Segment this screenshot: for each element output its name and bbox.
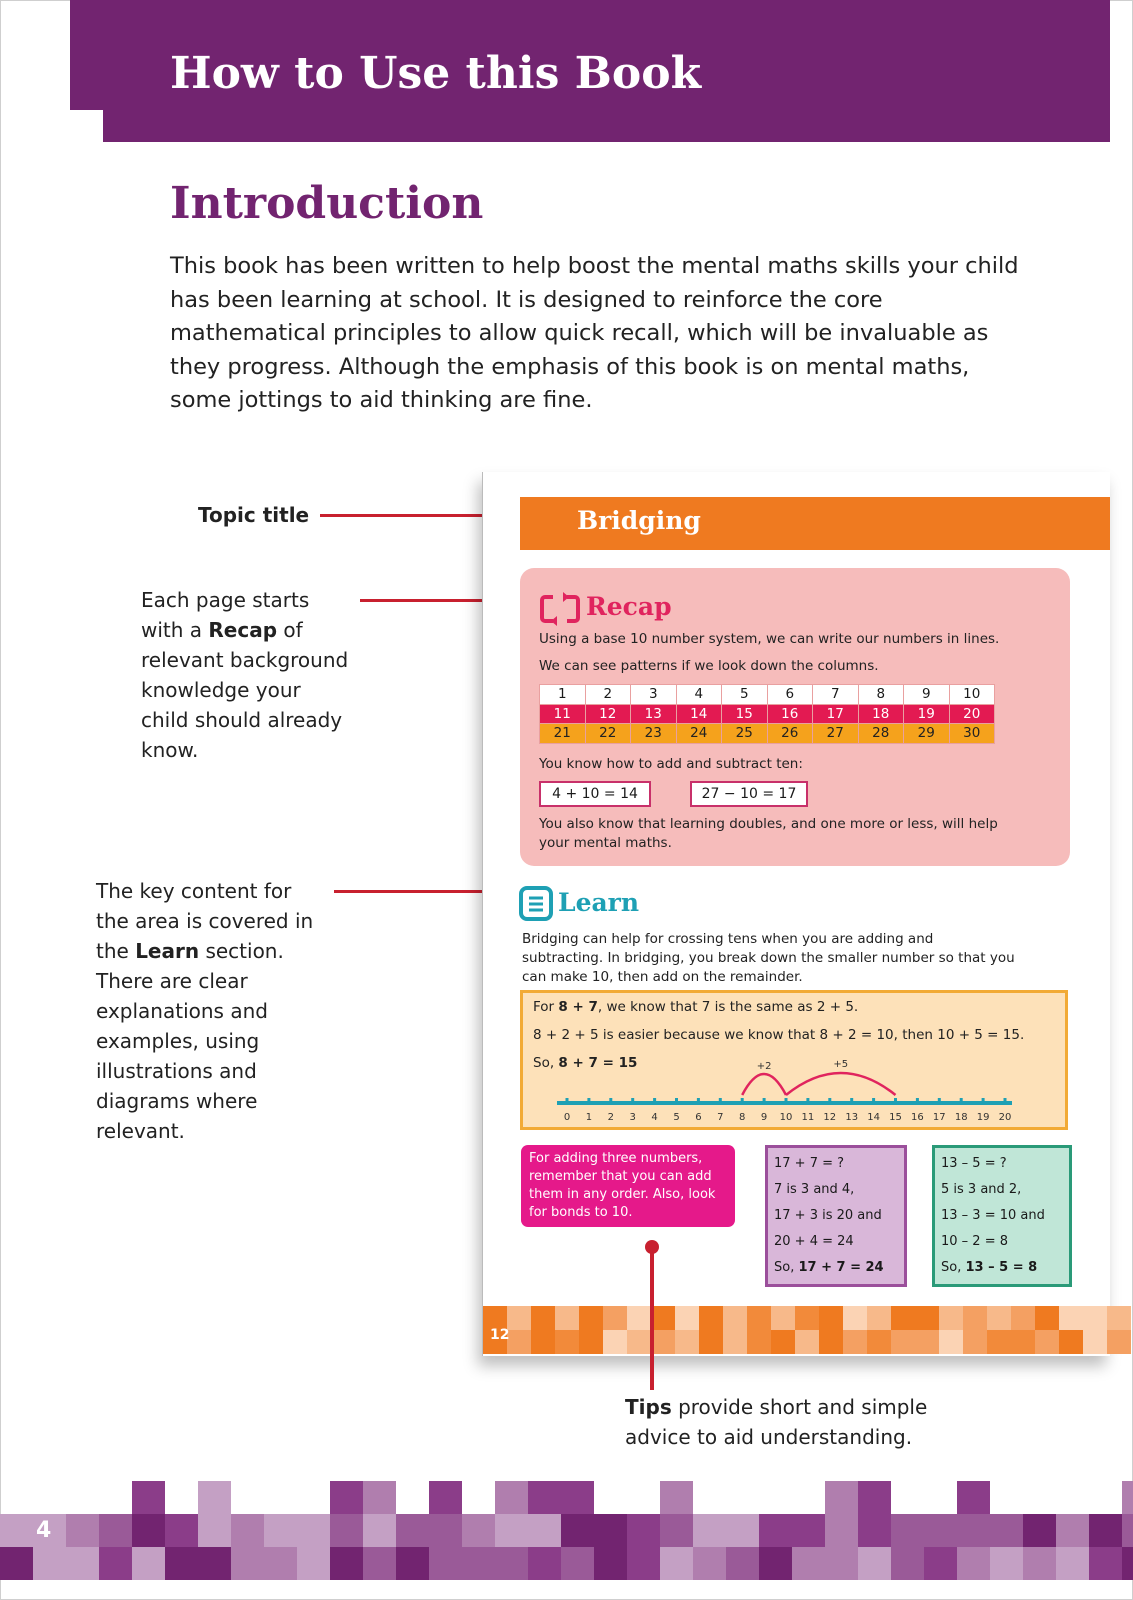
table-cell: 3 (631, 685, 677, 705)
pattern-square (867, 1306, 891, 1330)
pattern-square (723, 1306, 747, 1330)
pattern-square (1089, 1514, 1122, 1547)
pattern-square (264, 1514, 297, 1547)
pattern-square (771, 1330, 795, 1354)
recap-cycle-icon (539, 592, 581, 626)
pattern-square (1089, 1547, 1122, 1580)
pattern-square (594, 1547, 627, 1580)
pattern-square (297, 1514, 330, 1547)
pattern-square (987, 1330, 1011, 1354)
pattern-square (264, 1547, 297, 1580)
learn-heading: Learn (558, 888, 640, 917)
pattern-square (987, 1306, 1011, 1330)
table-cell: 19 (904, 704, 950, 724)
label-text: The key content for the area is covered in the (96, 879, 314, 963)
table-cell: 25 (722, 724, 768, 744)
number-line-label: 9 (760, 1112, 768, 1123)
intro-paragraph: This book has been written to help boost the mental maths skills your child has been learning at school. It is designed to reinforce the core mathematical principles to allow quick recall, which will be invaluable as they progress. Although the emphasis of this book is on mental maths, some jottings to aid thinking are fine. (170, 253, 1019, 413)
text: For (533, 999, 559, 1015)
line: 17 + 3 is 20 and (774, 1208, 882, 1223)
pattern-square (627, 1330, 651, 1354)
pattern-square (531, 1306, 555, 1330)
pattern-square (693, 1547, 726, 1580)
pattern-square (651, 1330, 675, 1354)
pattern-square (747, 1306, 771, 1330)
pattern-square (675, 1306, 699, 1330)
pattern-square (507, 1306, 531, 1330)
pattern-square (528, 1514, 561, 1547)
pattern-square (1083, 1306, 1107, 1330)
table-cell: 11 (540, 704, 586, 724)
pattern-square (1107, 1306, 1131, 1330)
table-cell: 20 (949, 704, 995, 724)
pattern-square (795, 1330, 819, 1354)
page-number: 4 (36, 1518, 52, 1543)
pattern-square (957, 1481, 990, 1514)
pattern-square (330, 1514, 363, 1547)
intro-heading: Introduction (170, 178, 484, 229)
pattern-square (0, 1514, 33, 1547)
pattern-square (165, 1547, 198, 1580)
table-cell: 23 (631, 724, 677, 744)
learn-notes-icon (519, 886, 553, 922)
pattern-square (819, 1330, 843, 1354)
pattern-square (858, 1481, 891, 1514)
pattern-square (132, 1514, 165, 1547)
text: , we know that 7 is the same as 2 + 5. (597, 999, 859, 1015)
number-line-label: 8 (739, 1112, 746, 1123)
pattern-square (1059, 1306, 1083, 1330)
number-line-label: 10 (779, 1112, 793, 1123)
jump-label: +5 (833, 1059, 849, 1070)
pattern-square (924, 1514, 957, 1547)
pattern-square (726, 1514, 759, 1547)
pattern-square (603, 1306, 627, 1330)
pattern-square (891, 1330, 915, 1354)
pattern-square (132, 1547, 165, 1580)
pattern-square (825, 1547, 858, 1580)
pattern-square (915, 1306, 939, 1330)
table-cell: 30 (949, 724, 995, 744)
recap-line: You know how to add and subtract ten: (539, 756, 803, 772)
pattern-square (660, 1547, 693, 1580)
line: 20 + 4 = 24 (774, 1234, 854, 1249)
label-text: Each page starts with a (141, 588, 310, 642)
pattern-square (99, 1547, 132, 1580)
number-line-label: 5 (673, 1112, 680, 1123)
table-cell: 17 (813, 704, 859, 724)
number-line-label: 15 (889, 1112, 902, 1123)
pattern-square (528, 1547, 561, 1580)
pattern-square (561, 1547, 594, 1580)
pattern-square (396, 1547, 429, 1580)
pattern-square (957, 1547, 990, 1580)
pattern-square (675, 1330, 699, 1354)
pattern-square (867, 1330, 891, 1354)
pattern-square (495, 1481, 528, 1514)
table-cell: 27 (813, 724, 859, 744)
pattern-square (0, 1547, 33, 1580)
pattern-square (825, 1514, 858, 1547)
pattern-square (297, 1547, 330, 1580)
pattern-square (723, 1330, 747, 1354)
number-line-label: 18 (954, 1112, 968, 1123)
pattern-square (660, 1481, 693, 1514)
table-cell: 16 (767, 704, 813, 724)
pattern-square (939, 1330, 963, 1354)
number-line-label: 2 (607, 1112, 614, 1123)
pattern-square (198, 1547, 231, 1580)
page-title: How to Use this Book (170, 48, 702, 99)
text-bold: 8 + 7 = 15 (558, 1055, 638, 1071)
line (941, 1255, 1063, 1281)
label-bold: Learn (135, 939, 200, 963)
label-text: provide short and simple advice to aid understanding. (625, 1395, 928, 1449)
pattern-square (429, 1481, 462, 1514)
table-cell: 6 (767, 685, 813, 705)
pattern-square (699, 1330, 723, 1354)
pattern-square (699, 1306, 723, 1330)
pointer-line (650, 1246, 654, 1390)
table-row (540, 704, 995, 724)
label-recap (141, 585, 353, 765)
pattern-square (858, 1547, 891, 1580)
pattern-square (1122, 1547, 1133, 1580)
pattern-square (231, 1547, 264, 1580)
pattern-square (1107, 1330, 1131, 1354)
pattern-square (555, 1330, 579, 1354)
pattern-square (891, 1547, 924, 1580)
pattern-square (1122, 1481, 1133, 1514)
pattern-square (579, 1306, 603, 1330)
table-cell: 9 (904, 685, 950, 705)
table-cell: 24 (676, 724, 722, 744)
label-learn (96, 876, 328, 1146)
topic-title: Bridging (577, 506, 701, 535)
pattern-square (963, 1306, 987, 1330)
number-line-label: 11 (801, 1112, 815, 1123)
pattern-square (939, 1306, 963, 1330)
pattern-square (627, 1547, 660, 1580)
label-bold: Tips (625, 1395, 672, 1419)
pattern-square (747, 1330, 771, 1354)
topic-band (520, 497, 1110, 550)
pattern-square (231, 1514, 264, 1547)
recap-line: Using a base 10 number system, we can write our numbers in lines. (539, 631, 1000, 647)
hundred-square-table (539, 684, 995, 744)
pattern-square (198, 1514, 231, 1547)
worked-example-purple (765, 1145, 907, 1287)
pattern-square (1023, 1514, 1056, 1547)
pattern-square (561, 1481, 594, 1514)
text: So, (774, 1260, 799, 1275)
table-cell: 7 (813, 685, 859, 705)
pattern-square (1122, 1514, 1133, 1547)
pattern-square (429, 1514, 462, 1547)
pattern-square (792, 1547, 825, 1580)
pattern-square (819, 1306, 843, 1330)
pattern-square (1056, 1514, 1089, 1547)
line: 13 – 5 = ? (941, 1156, 1007, 1171)
tip-box: For adding three numbers, remember that you can add them in any order. Also, look for bonds to 10. (521, 1145, 735, 1227)
pattern-square (330, 1481, 363, 1514)
pattern-square (363, 1514, 396, 1547)
text-bold: 17 + 7 = 24 (798, 1260, 884, 1275)
pointer-line (334, 890, 506, 893)
number-line-label: 1 (585, 1112, 593, 1123)
pattern-square (99, 1514, 132, 1547)
text: So, (533, 1055, 559, 1071)
pattern-square (462, 1514, 495, 1547)
pattern-square (531, 1330, 555, 1354)
pattern-square (1035, 1306, 1059, 1330)
number-line-label: 20 (998, 1112, 1012, 1123)
table-row (540, 724, 995, 744)
pattern-square (990, 1514, 1023, 1547)
number-line-label: 0 (563, 1112, 571, 1123)
pattern-square (66, 1547, 99, 1580)
label-topic-title: Topic title (198, 503, 310, 527)
worked-example-green (932, 1145, 1072, 1287)
number-line-label: 7 (717, 1112, 724, 1123)
pattern-square (1083, 1330, 1107, 1354)
pattern-square (990, 1547, 1023, 1580)
pattern-square (651, 1306, 675, 1330)
pattern-square (1059, 1330, 1083, 1354)
number-line-label: 3 (629, 1112, 636, 1123)
pattern-square (132, 1481, 165, 1514)
pattern-square (330, 1547, 363, 1580)
pattern-square (495, 1514, 528, 1547)
pattern-square (66, 1514, 99, 1547)
pattern-square (579, 1330, 603, 1354)
pattern-square (462, 1547, 495, 1580)
number-line-label: 16 (911, 1112, 924, 1123)
pattern-square (759, 1547, 792, 1580)
text-bold: 8 + 7 (558, 999, 598, 1015)
pattern-square (165, 1514, 198, 1547)
number-line-label: 17 (932, 1112, 946, 1123)
pattern-square (363, 1547, 396, 1580)
pattern-square (825, 1481, 858, 1514)
pattern-square (627, 1306, 651, 1330)
jump-arc (742, 1074, 786, 1095)
table-cell: 8 (858, 685, 904, 705)
learn-intro: Bridging can help for crossing tens when you are adding and subtracting. In bridging, you break down the smaller number so that you can make 10, then add on the remainder. (522, 931, 1015, 985)
table-cell: 13 (631, 704, 677, 724)
table-cell: 10 (949, 685, 995, 705)
pattern-square (915, 1330, 939, 1354)
sample-page-number: 12 (490, 1327, 510, 1343)
pattern-square (1011, 1306, 1035, 1330)
label-text: of relevant background knowledge your child should already know. (141, 618, 349, 762)
table-cell: 22 (585, 724, 631, 744)
table-cell: 18 (858, 704, 904, 724)
table-cell: 2 (585, 685, 631, 705)
text-bold: 13 – 5 = 8 (965, 1260, 1038, 1275)
number-line-label: 14 (867, 1112, 880, 1123)
pattern-square (843, 1330, 867, 1354)
pattern-square (891, 1306, 915, 1330)
pattern-square (771, 1306, 795, 1330)
pattern-square (891, 1514, 924, 1547)
pattern-square (957, 1514, 990, 1547)
pattern-square (33, 1547, 66, 1580)
pattern-square (528, 1481, 561, 1514)
recap-line: We can see patterns if we look down the columns. (539, 658, 879, 674)
pattern-square (1035, 1330, 1059, 1354)
pattern-square (1011, 1330, 1035, 1354)
recap-heading: Recap (586, 592, 672, 621)
pattern-square (660, 1514, 693, 1547)
jump-arc (786, 1073, 896, 1095)
equation-card: 4 + 10 = 14 (539, 781, 651, 807)
pattern-square (858, 1514, 891, 1547)
pattern-square (1023, 1547, 1056, 1580)
pattern-square (759, 1514, 792, 1547)
pattern-square (561, 1514, 594, 1547)
table-cell: 21 (540, 724, 586, 744)
header-notch (70, 110, 103, 142)
example-line: 8 + 2 + 5 is easier because we know that 8 + 2 = 10, then 10 + 5 = 15. (533, 1027, 1025, 1043)
label-bold: Recap (208, 618, 278, 642)
example-line (533, 998, 858, 1017)
number-line (550, 1055, 1020, 1127)
text: So, (941, 1260, 966, 1275)
table-cell: 26 (767, 724, 813, 744)
number-line-label: 19 (976, 1112, 990, 1123)
equation-card: 27 − 10 = 17 (690, 781, 808, 807)
pattern-square (795, 1306, 819, 1330)
pattern-square (924, 1547, 957, 1580)
line: 13 – 3 = 10 and (941, 1208, 1045, 1223)
number-line-label: 6 (695, 1112, 702, 1123)
label-tips (625, 1392, 935, 1452)
recap-line: You also know that learning doubles, and one more or less, will help your mental maths. (539, 816, 998, 851)
table-cell: 29 (904, 724, 950, 744)
number-line-label: 4 (651, 1112, 658, 1123)
pattern-square (396, 1514, 429, 1547)
line: 7 is 3 and 4, (774, 1182, 855, 1197)
pattern-square (792, 1514, 825, 1547)
pattern-square (495, 1547, 528, 1580)
table-cell: 14 (676, 704, 722, 724)
jump-label: +2 (756, 1061, 772, 1072)
pointer-line (320, 514, 506, 517)
pattern-square (843, 1306, 867, 1330)
table-cell: 4 (676, 685, 722, 705)
pattern-square (198, 1481, 231, 1514)
table-cell: 1 (540, 685, 586, 705)
line: 10 – 2 = 8 (941, 1234, 1009, 1249)
pattern-square (1056, 1547, 1089, 1580)
table-cell: 28 (858, 724, 904, 744)
line: 5 is 3 and 2, (941, 1182, 1022, 1197)
pattern-square (627, 1514, 660, 1547)
pattern-square (594, 1514, 627, 1547)
pattern-square (963, 1330, 987, 1354)
table-cell: 12 (585, 704, 631, 724)
table-row (540, 685, 995, 705)
label-text: section. There are clear explanations and examples, using illustrations and diagrams where relevant. (96, 939, 284, 1143)
pattern-square (603, 1330, 627, 1354)
pattern-square (429, 1547, 462, 1580)
pattern-square (507, 1330, 531, 1354)
pattern-square (693, 1514, 726, 1547)
number-line-label: 13 (845, 1112, 859, 1123)
pattern-square (555, 1306, 579, 1330)
number-line-label: 12 (823, 1112, 837, 1123)
line: 17 + 7 = ? (774, 1156, 845, 1171)
table-cell: 15 (722, 704, 768, 724)
pattern-square (363, 1481, 396, 1514)
pattern-square (726, 1547, 759, 1580)
table-cell: 5 (722, 685, 768, 705)
line (774, 1255, 898, 1281)
